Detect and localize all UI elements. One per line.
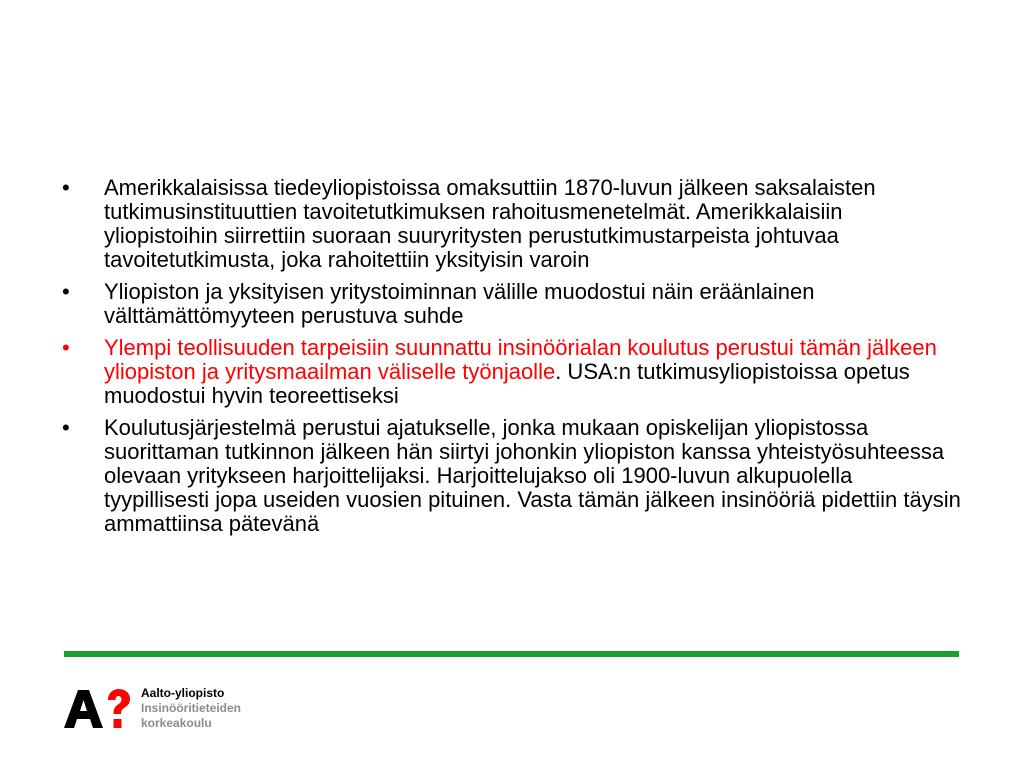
bullet-list bbox=[62, 176, 962, 536]
bullet-item bbox=[62, 336, 962, 408]
bullet-item bbox=[62, 176, 962, 272]
footer-divider bbox=[64, 651, 959, 657]
logo-text-line: Aalto-yliopisto bbox=[141, 686, 225, 700]
bullet-dot: • bbox=[62, 175, 70, 200]
bullet-text: Amerikkalaisissa tiedeyliopistoissa omaksuttiin 1870-luvun jälkeen saksalaisten tutkimusinstituuttien tavoitetutkimuksen rahoitusmenetelmät. Amerikkalaisiin yliopistoihin siirrettiin suoraan suuryritysten perustutkimustarpeista johtuvaa tavoitetutkimusta, joka rahoitettiin yksityisin varoin bbox=[104, 175, 876, 272]
logo-text-line: Insinööritieteiden bbox=[141, 701, 242, 715]
bullet-dot: • bbox=[62, 279, 70, 304]
bullet-text: Koulutusjärjestelmä perustui ajatukselle, jonka mukaan opiskelijan yliopistossa suorittaman tutkinnon jälkeen hän siirtyi johonkin yliopiston kanssa yhteistyösuhteessa olevaan yritykseen harjoittelijaksi. Harjoittelujakso oli 1900-luvun alkupuolella tyypillisesti jopa useiden vuosien pituinen. Vasta tämän jälkeen insinööriä pidettiin täysin ammattiinsa pätevänä bbox=[104, 415, 961, 536]
logo-wordmark bbox=[141, 686, 241, 731]
bullet-item bbox=[62, 280, 962, 328]
bullet-dot: • bbox=[62, 415, 70, 440]
slide-body bbox=[62, 176, 962, 544]
bullet-dot: • bbox=[62, 335, 70, 360]
aalto-logo-icon bbox=[64, 688, 130, 730]
bullet-text: Yliopiston ja yksityisen yritystoiminnan välille muodostui näin eräänlainen välttämättömyyteen perustuva suhde bbox=[104, 279, 815, 328]
bullet-item bbox=[62, 416, 962, 536]
bullet-highlight-text: Ylempi teollisuuden tarpeisiin suunnattu insinöörialan koulutus perustui tämän jälkeen yliopiston ja yritysmaailman väliselle työnjaolle bbox=[104, 335, 937, 384]
bullet-text: . USA:n tutkimusyliopistoissa opetus muodostui hyvin teoreettiseksi bbox=[104, 359, 910, 408]
logo-text-line: korkeakoulu bbox=[141, 716, 212, 730]
